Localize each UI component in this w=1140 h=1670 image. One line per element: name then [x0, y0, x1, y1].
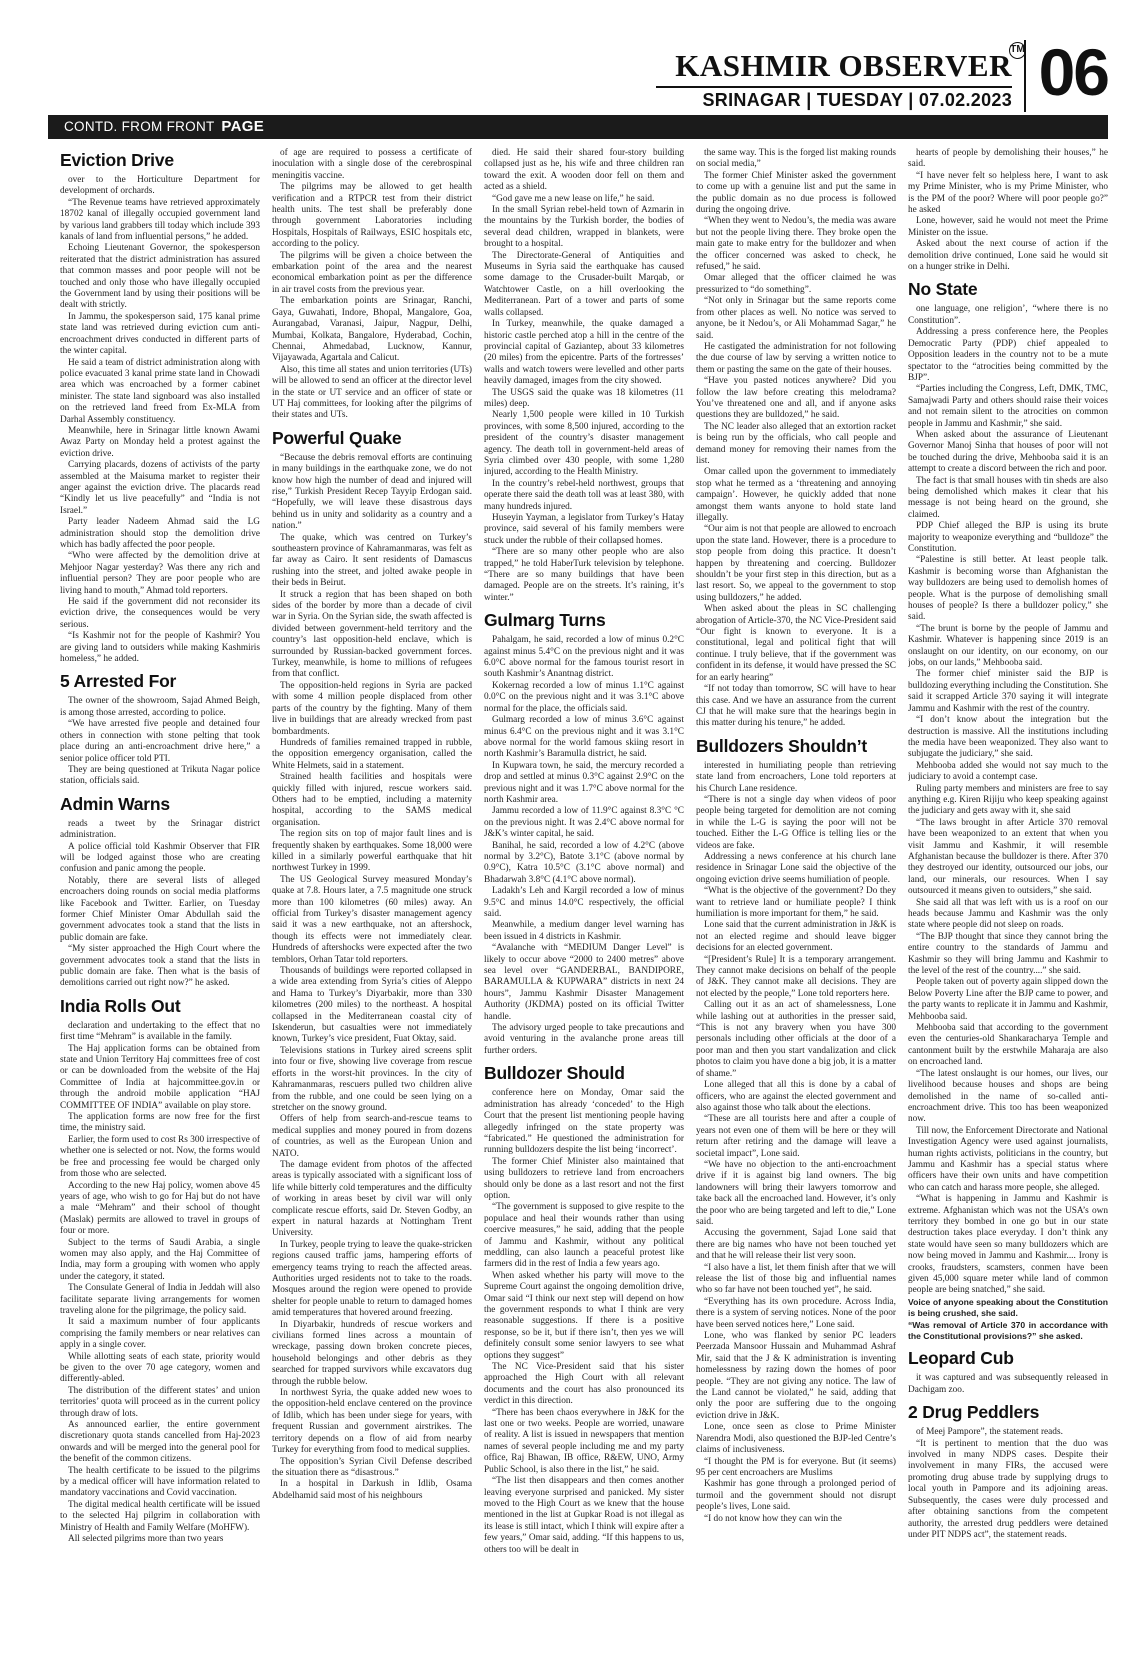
story — [484, 148, 684, 604]
story-paragraph: Mehbooba added she would not say much to the judiciary to avoid a contempt case. — [908, 760, 1108, 783]
story-paragraph: Subject to the terms of Saudi Arabia, a single women may also apply, and the Haj Committee of India, may form a grouping with women who apply under the category, it stated. — [60, 1237, 260, 1282]
text-column — [60, 148, 260, 1648]
story-paragraph: “Because the debris removal efforts are continuing in many buildings in the earthquake zone, we do not know how high the number of dead and injured will rise,” Turkish President Recep Tayyip Erdogan said. “Hopefully, we will leave these disastrous days behind us in unity and solidarity as a country and a nation.” — [272, 452, 472, 532]
story-paragraph: As announced earlier, the entire government discretionary quota stands cancelled from Haj-2023 onwards and will be merged into the general pool for the benefit of the common citizens. — [60, 1420, 260, 1465]
story-paragraph: Gulmarg recorded a low of minus 3.6°C against minus 6.4°C on the previous night and it was 3.1°C above normal for the world famous skiing resort in north Kashmir’s Baramulla district, he said. — [484, 715, 684, 760]
story-paragraph: “I have never felt so helpless here, I want to ask my Prime Minister, who is my Prime Minister, who is the PM of the poor? Where will poor people go?” he asked — [908, 170, 1108, 216]
story-paragraph: The advisory urged people to take precautions and avoid venturing in the avalanche prone areas till further orders. — [484, 1023, 684, 1056]
story-paragraph: When asked about the pleas in SC challenging abrogation of Article-370, the NC Vice-President said “Our fight is known to everyone. It is a constitutional, legal and political fight that will continue. I truly believe, that if the government was confident in its defense, it would have pressed the SC for an early hearing” — [696, 604, 896, 683]
story-paragraph: Omar alleged that the officer claimed he was pressurized to “do something”. — [696, 273, 896, 295]
story-paragraph: “There are so many other people who are also trapped,” he told HaberTurk television by telephone. “There are so many buildings that have been damaged. People are on the streets. It’s raining, it’s winter.” — [484, 547, 684, 603]
story-paragraph: The application forms are now free for the first time, the ministry said. — [60, 1112, 260, 1134]
story-paragraph: Lone, once seen as close to Prime Minister Narendra Modi, also questioned the BJP-led Centre’s claims of inclusiveness. — [696, 1422, 896, 1456]
story-paragraph: The pilgrims may be allowed to get health verification and a RTPCR test from their district health units. The test shall be preferably done through government Laboratories including Hospitals, Hospitals of Railways, ESIC hospitals etc, according to the policy. — [272, 182, 472, 250]
story-paragraph: “There has been chaos everywhere in J&K for the last one or two weeks. People are worried, unaware of reality. A list is issued in newspapers that mention names of several people including me and my party office, Raj Bhawan, IB office, R&EW, UNO, Army Public School, is also there in the list,” he said. — [484, 1407, 684, 1475]
story-paragraph: Notably, there are several lists of alleged encroachers doing rounds on social media platforms like Facebook and Twitter. Earlier, on Tuesday former Chief Minister Omar Abdullah said the government advocates took a stand that the lists in public domain are fake. — [60, 875, 260, 943]
story-paragraph: of Meej Pampore”, the statement reads. — [916, 1427, 1063, 1438]
story-paragraph: “There is not a single day when videos of poor people being targeted for demolition are not coming in while the L-G is saying the poor will not be touched. Either the L-G Office is telling lies or the videos are fake. — [696, 794, 896, 851]
story-paragraph: The embarkation points are Srinagar, Ranchi, Gaya, Guwahati, Indore, Bhopal, Mangalore, Goa, Aurangabad, Varanasi, Jaipur, Nagpur, Delhi, Mumbai, Kolkata, Bangalore, Hyderabad, Cochin, Chennai, Ahmedabad, Lucknow, Kannur, Vijayawada, Agartala and Calicut. — [272, 296, 472, 364]
story-paragraph: died. He said their shared four-story building collapsed just as he, his wife and three children ran toward the exit. A wooden door fell on them and acted as a shield. — [484, 148, 684, 193]
story-paragraph: The US Geological Survey measured Monday’s quake at 7.8. Hours later, a 7.5 magnitude one struck more than 100 kilometres (60 miles) away. An official from Turkey’s disaster management agency said it was a new earthquake, not an aftershock, though its effects were not immediately clear. Hundreds of aftershocks were expected after the two temblors, Orhan Tatar told reporters. — [272, 874, 472, 965]
story-paragraph: The former Chief Minister asked the government to come up with a genuine list and put the same in the public domain as no due process is followed during the ongoing drive. — [696, 170, 896, 216]
story-paragraph: It said a maximum number of four applicants comprising the family members or near relatives can apply in a single cover. — [60, 1317, 260, 1351]
story-paragraph: In the country’s rebel-held northwest, groups that operate there said the death toll was at least 380, with many hundreds injured. — [484, 478, 684, 512]
story-paragraph: The Haj application forms can be obtained from state and Union Territory Haj committees free of cost or can be downloaded from the website of the Haj Committee of India at hajcommittee.gov.in or through the android mobile application “HAJ COMMITTEE OF INDIA” available on play store. — [60, 1043, 260, 1111]
story-headline: Bulldozers Shouldn’t — [696, 735, 867, 756]
text-column — [272, 148, 472, 1648]
story-paragraph: Offers of help from search-and-rescue teams to medical supplies and money poured in from dozens of countries, as well as the European Union and NATO. — [272, 1114, 472, 1159]
story-paragraph: Mehbooba said that according to the government even the centuries-old Shankaracharya Temple and cantonment built by the erstwhile Maharaja are also on encroached land. — [908, 1023, 1108, 1068]
story — [908, 148, 1108, 273]
story-paragraph: declaration and undertaking to the effect that no first time “Mehram” is available in the family. — [60, 1020, 260, 1043]
story-headline: Eviction Drive — [60, 150, 174, 170]
story-paragraph: hearts of people by demolishing their houses,” he said. — [908, 148, 1108, 170]
story-paragraph: She said all that was left with us is a roof on our heads because Jammu and Kashmir was the only state where people did not sleep on roads. — [908, 897, 1108, 931]
story-paragraph: “We have arrested five people and detained four others in connection with stone pelting that took place during an anti-encroachment drive here,” a senior police officer told PTI. — [60, 719, 260, 764]
section-label — [64, 118, 264, 135]
story-paragraph: “Is Kashmir not for the people of Kashmir? You are giving land to outsiders while making Kashmiris homeless,” he added. — [60, 631, 260, 665]
story-paragraph: Hundreds of families remained trapped in rubble, the opposition emergency organisation, called the White Helmets, said in a statement. — [272, 737, 472, 771]
story-paragraph: over to the Horticulture Department for development of orchards. — [60, 175, 260, 197]
story-paragraph: The NC Vice-President said that his sister approached the High Court with all relevant documents and the court has also pronounced its verdict in this direction. — [484, 1362, 684, 1407]
trademark-mark: TM — [1009, 42, 1026, 59]
story-paragraph: Till now, the Enforcement Directorate and National Investigation Agency were used against journalists, human rights activists, politicians in the country, but Jammu and Kashmir has a special status where officers have their own units and have competition who can catch and harass more people, she alleged. — [908, 1125, 1108, 1193]
story-paragraph: Thousands of buildings were reported collapsed in a wide area extending from Syria’s cities of Aleppo and Hama to Turkey’s Diyarbakir, more than 330 kilometres (200 miles) to the northeast. A hospital collapsed in the Mediterranean coastal city of Iskenderun, but casualties were not immediately known, Turkey’s vice president, Fuat Oktay, said. — [272, 966, 472, 1045]
story-paragraph: Banihal, he said, recorded a low of 4.2°C (above normal by 3.2°C), Batote 3.1°C (above normal by 0.9°C), Katra 10.5°C (3.1°C above normal) and Bhadarwah 3.8°C (4.1°C above normal). — [484, 840, 684, 885]
story-paragraph: “Parties including the Congress, Left, DMK, TMC, Samajwadi Party and others should raise their voices and not remain silent to the atrocities on common people in Jammu and Kashmir,” she said. — [908, 384, 1108, 429]
story-paragraph: Lone, however, said he would not meet the Prime Minister on the issue. — [908, 216, 1108, 238]
story-paragraph: The Directorate-General of Antiquities and Museums in Syria said the earthquake has caused some damage to the Crusader-built Marqab, or Watchtower Castle, on a hill overlooking the Mediterranean. Part of a tower and parts of some walls collapsed. — [484, 250, 684, 318]
page-number: 06 — [1038, 35, 1108, 109]
story-paragraph: “The government is supposed to give respite to the populace and heal their wounds rather than using coercive measures,” he said, adding that the people of Jammu and Kashmir, without any political meddling, can also launch a peaceful protest like farmers did in the rest of India a few years ago. — [484, 1202, 684, 1270]
story-paragraph: Pahalgam, he said, recorded a low of minus 0.2°C against minus 5.4°C on the previous night and it was 6.0°C above normal for the famous tourist resort in south Kashmir’s Anantnag district. — [484, 635, 684, 680]
story-paragraph: It struck a region that has been shaped on both sides of the border by more than a decade of civil war in Syria. On the Syrian side, the swath affected is divided between government-held territory and the country’s last opposition-held enclave, which is surrounded by Russian-backed government forces. Turkey, meanwhile, is home to millions of refugees from that conflict. — [272, 589, 472, 680]
story-paragraph: The damage evident from photos of the affected areas is typically associated with a significant loss of life while bitterly cold temperatures and the difficulty of working in areas beset by civil war will only complicate rescue efforts, said Dr. Steven Godby, an expert in natural hazards at Nottingham Trent University. — [272, 1159, 472, 1239]
story-headline: Powerful Quake — [272, 427, 402, 448]
story-paragraph: In Diyarbakir, hundreds of rescue workers and civilians formed lines across a mountain of wreckage, passing down broken concrete pieces, household belongings and other debris as they searched for trapped survivors while excavators dug through the rubble below. — [272, 1319, 472, 1387]
story-paragraph: “I do not know how they can win the — [704, 1513, 842, 1524]
story-paragraph: one language, one religion’, “where there is no Constitution”. — [908, 304, 1108, 326]
story-paragraph: “[President’s Rule] It is a temporary arrangement. They cannot make decisions on behalf of the people of J&K. They cannot make all decisions. They are not elected by the people,” Lone told reporters here. — [696, 954, 896, 999]
story-paragraph: Lone alleged that all this is done by a cabal of officers, who are against the elected government and also against those who talk about the elections. — [696, 1080, 896, 1113]
story-paragraph: The NC leader also alleged that an extortion racket is being run by the officials, who call people and demand money for removing their names from the list. — [696, 421, 896, 466]
story-headline: Leopard Cub — [908, 1348, 1014, 1369]
story-paragraph: “What is the objective of the government? Do they want to retrieve land or humiliate people? I think humiliation is more important for them,” he said. — [696, 886, 896, 919]
story-paragraph: In Kupwara town, he said, the mercury recorded a drop and settled at minus 0.3°C against 2.9°C on the previous night and it was 1.7°C above normal for the north Kashmir area. — [484, 760, 684, 805]
story-paragraph: Addressing a news conference at his church lane residence in Srinagar Lone said the objective of the ongoing eviction drive seems humiliation of people. — [696, 851, 896, 885]
story-paragraph: “The list then disappears and then comes another leaving everyone surprised and panicked. My sister moved to the High Court as we knew that the house mentioned in the list at Gupkar Road is not illegal as its lease is still intact, which I think will expire after a few years,” Omar said, adding. “If this happens to us, others too will be dealt in — [484, 1476, 684, 1555]
story — [908, 279, 1108, 1342]
masthead-divider — [1024, 40, 1026, 112]
text-column — [696, 148, 896, 1648]
section-prefix: CONTD. FROM FRONT — [64, 119, 215, 134]
story-paragraph: “I also have a list, let them finish after that we will release the list of those big and influential names who so far have not been touched yet”, he said. — [696, 1262, 896, 1296]
story-paragraph: Also, this time all states and union territories (UTs) will be allowed to send an officer at the director level in the state or UT service and an officer of state or UT Haj committees, for looking after the pilgrims of their states and UTs. — [272, 364, 472, 421]
story-paragraph: Carrying placards, dozens of activists of the party assembled at the Maisuma market to register their anger against the eviction drive. The placards read “Kindly let us live peacefully” and “India is not Israel.” — [60, 460, 260, 516]
story-paragraph: People taken out of poverty again slipped down the Below Poverty Line after the BJP came to power, and the party wants to replicate it in Jammu and Kashmir, Mehbooba said. — [908, 977, 1108, 1022]
story-paragraph: Kashmir has gone through a prolonged period of turmoil and the government should not disrupt people’s lives, Lone said. — [696, 1479, 896, 1513]
story-paragraph: Meanwhile, here in Srinagar little known Awami Awaz Party on Monday held a protest against the eviction drive. — [60, 425, 260, 459]
story-paragraph: “God gave me a new lease on life,” he said. — [492, 193, 655, 204]
story-paragraph: When asked about the assurance of Lieutenant Governor Manoj Sinha that houses of poor will not be touched during the drive, Mehbooba said it is an attempt to create a discord between the rich and poor. — [908, 429, 1108, 475]
story-paragraph: Earlier, the form used to cost Rs 300 irrespective of whether one is selected or not. Now, the forms would be free and processing fee would be charged only from those who are selected. — [60, 1134, 260, 1180]
story-bold-paragraph: “Was removal of Article 370 in accordance with the Constitutional provisions?” she asked. — [908, 1319, 1108, 1342]
newspaper-title: KASHMIR OBSERVER — [675, 48, 1012, 83]
story — [484, 1063, 684, 1556]
story-paragraph: PDP Chief alleged the BJP is using its brute majority to weaponize everything and “bulldoze” the Constitution. — [908, 521, 1108, 554]
story-paragraph: In Turkey, meanwhile, the quake damaged a historic castle perched atop a hill in the centre of the provincial capital of Gaziantep, about 33 kilometres (20 miles) from the epicentre. Parts of the fortresses’ walls and watch towers were levelled and other parts heavily damaged, images from the city showed. — [484, 319, 684, 387]
masthead-rule — [656, 86, 1012, 88]
story-paragraph: “These are all tourists here and after a couple of years not even one of them will be here or they will return after retiring and the damage will leave a societal impact”, Lone said. — [696, 1114, 896, 1159]
story-paragraph: They are being questioned at Trikuta Nagar police station, officials said. — [60, 764, 260, 787]
story — [484, 610, 684, 1057]
story — [60, 671, 260, 787]
story-paragraph: Lone said that the current administration in J&K is not an elected regime and should leave bigger decisions for an elected government. — [696, 920, 896, 954]
story-headline: No State — [908, 279, 978, 300]
story-paragraph: “It is pertinent to mention that the duo was involved in many NDPS cases. Despite their involvement in many FIRs, the accused were promoting drug abuse trade by supplying drugs to local youth in Pampore and its adjoining areas. Subsequently, the cases were duly processed and after obtaining sanctions from the competent authority, the arrested drug peddlers were detained under PIT NDPS act”, the statement reads. — [908, 1438, 1108, 1540]
story — [908, 1348, 1108, 1396]
story — [696, 148, 896, 730]
story-paragraph: Nearly 1,500 people were killed in 10 Turkish provinces, with some 8,500 injured, according to the president of the country’s disaster management agency. The death toll in government-held areas of Syria climbed over 430 people, with some 1,280 injured, according to the Health Ministry. — [484, 410, 684, 478]
story — [272, 428, 472, 1502]
story-paragraph: The former chief minister said the BJP is bulldozing everything including the Constitution. She said it scrapped Article 370 saying it will integrate Jammu and Kashmir with the rest of the country. — [908, 669, 1108, 714]
story-paragraph: Party leader Nadeem Ahmad said the LG administration should stop the demolition drive which has badly affected the poor people. — [60, 517, 260, 550]
story-headline: Bulldozer Should — [484, 1063, 625, 1084]
story-headline: Admin Warns — [60, 793, 170, 814]
story — [272, 148, 472, 422]
story-paragraph: The Consulate General of India in Jeddah will also facilitate separate living arrangements for women traveling alone for the pilgrimage, the policy said. — [60, 1283, 260, 1316]
story-paragraph: the same way. This is the forged list making rounds on social media,” — [696, 148, 896, 170]
story-paragraph: The opposition’s Syrian Civil Defense described the situation there as “disastrous.” — [272, 1456, 472, 1478]
story-paragraph: In the small Syrian rebel-held town of Azmarin in the mountains by the Turkish border, the bodies of several dead children, wrapped in blankets, were brought to a hospital. — [484, 205, 684, 250]
story-paragraph: In Turkey, people trying to leave the quake-stricken regions caused traffic jams, hampering efforts of emergency teams trying to reach the affected areas. Authorities urged residents not to take to the roads. Mosques around the region were opened to provide shelter for people unable to return to damaged homes amid temperatures that hovered around freezing. — [272, 1239, 472, 1319]
story-paragraph: “Our aim is not that people are allowed to encroach upon the state land. However, there is a procedure to stop people from doing this practice. It doesn’t happen by threatening and coercing. Bulldozer shouldn’t be your first step in this direction, but as a last resort. So, we appeal to the government to stop using bulldozers,” he added. — [696, 524, 896, 603]
story-paragraph: interested in humiliating people than retrieving state land from encroachers, Lone told reporters at his Church Lane residence. — [696, 760, 896, 794]
story-paragraph: The region sits on top of major fault lines and is frequently shaken by earthquakes. Some 18,000 were killed in a similarly powerful earthquake that hit northwest Turkey in 1999. — [272, 829, 472, 874]
story-paragraph: Addressing a press conference here, the Peoples Democratic Party (PDP) chief appealed to Opposition leaders in the country not to be a mute spectator to the “atrocities being committed by the BJP”. — [908, 327, 1108, 383]
story-paragraph: A police official told Kashmir Observer that FIR will be lodged against those who are creating confusion and panic among the people. — [60, 841, 260, 875]
story-paragraph: Ruling party members and ministers are free to say anything e.g. Kiren Rijiju who keep speaking against the judiciary and gets away with it, she said — [908, 783, 1108, 817]
story-headline: 5 Arrested For — [60, 671, 177, 692]
story-paragraph: Kokernag recorded a low of minus 1.1°C against 0.0°C on the previous night and it was 3.1°C above normal for the place, the officials said. — [484, 680, 684, 714]
text-column — [484, 148, 684, 1648]
story-paragraph: Calling out it as an act of shamelessness, Lone while lashing out at authorities in the presser said, “This is not any bravery when you have 300 personals including other officials at the door of a poor man and then you start vandalization and click photos to claim you have done a big job, it is a matter of shame.” — [696, 1000, 896, 1079]
story-paragraph: The distribution of the different states’ and union territories’ quota will proceed as in the current policy through draw of lots. — [60, 1385, 260, 1419]
story-paragraph: In northwest Syria, the quake added new woes to the opposition-held enclave centered on the province of Idlib, which has been under siege for years, with frequent Russian and government airstrikes. The territory depends on a flow of aid from nearby Turkey for everything from food to medical supplies. — [272, 1388, 472, 1456]
story-paragraph: reads a tweet by the Srinagar district administration. — [60, 818, 260, 841]
story-paragraph: In Jammu, the spokesperson said, 175 kanal prime state land was retrieved during eviction cum anti- encroachment drives conducted in different parts of the winter capital. — [60, 311, 260, 357]
story-paragraph: Meanwhile, a medium danger level warning has been issued in 4 districts in Kashmir. — [484, 920, 684, 942]
story-paragraph: “The brunt is borne by the people of Jammu and Kashmir. Whatever is happening since 2019 is an onslaught on our identity, on our economy, on our jobs, on our lands,” Mehbooba said. — [908, 623, 1108, 669]
story-paragraph: it was captured and was subsequently released in Dachigam zoo. — [908, 1373, 1108, 1395]
story-paragraph: “The BJP thought that since they cannot bring the entire country to the standards of Jammu and Kashmir so they will bring Jammu and Kashmir to the level of the rest of the country....” she said. — [908, 931, 1108, 977]
story-paragraph: All selected pilgrims more than two years — [68, 1534, 224, 1545]
story-paragraph: “The latest onslaught is our homes, our lives, our livelihood because houses and shops are being demolished in the name of so-called anti-encroachment drive. This too has been weaponized now. — [908, 1068, 1108, 1125]
story-paragraph: “I don’t know about the integration but the destruction is massive. All the institutions including the media have been weaponized. They also want to subjugate the judiciary,” she said. — [908, 715, 1108, 760]
story-paragraph: “I thought the PM is for everyone. But (it seems) 95 per cent encroachers are Muslims — [696, 1456, 896, 1478]
story — [60, 150, 260, 665]
story-paragraph: “What is happening in Jammu and Kashmir is extreme. Afghanistan which was not the USA’s own territory they bombed in one go but in our state destruction takes place everyday. I don’t think any state would have seen so many bulldozers which are now being moved in Jammu and Kashmir.... Irony is crooks, fraudsters, scamsters, conmen have been given 45,000 square meter while land of common people are being snatched,” she said. — [908, 1194, 1108, 1296]
story-paragraph: conference here on Monday, Omar said the administration has already ‘conceded’ to the High Court that the present list mentioning people having allegedly infringed on the state property was “fabricated.” He questioned the administration for running bulldozers despite the list being ‘incorrect’. — [484, 1088, 684, 1156]
story-paragraph: “We have no objection to the anti-encroachment drive if it is against big land owners. The big landowners will bring their lawyers tomorrow and take back all the encroached land. However, it’s only the poor who are being targeted and left to die,” Lone said. — [696, 1159, 896, 1227]
story-headline: 2 Drug Peddlers — [908, 1402, 1040, 1423]
story-paragraph: “The laws brought in after Article 370 removal have been weaponized to an extent that when you visit Jammu and Kashmir, it will resemble Afghanistan because the bulldozer is there. After 370 they destroyed our identity, outsourced our jobs, our land, our minerals, our resources. When I say outsourced it means given to outsiders,” she said. — [908, 817, 1108, 897]
story-paragraph: When asked whether his party will move to the Supreme Court against the ongoing demolition drive, Omar said “I think our next step will depend on how the government responds to what I think are very reasonable suggestions. If there is a positive response, so be it, but if there isn’t, then yes we will definitely consult some senior lawyers to see what options they suggest” — [484, 1270, 684, 1361]
section-bar — [48, 115, 1108, 139]
story-paragraph: According to the new Haj policy, women above 45 years of age, who wish to go for Haj but do not have a male “Mehram” and their school of thought (Maslak) permits are allowed to travel in groups of four or more. — [60, 1180, 260, 1237]
story-paragraph: “My sister approached the High Court where the government advocates took a stand that the lists in public domain are fake. Then what is the basis of demolitions carried out right now?” he asked. — [60, 944, 260, 989]
story-paragraph: Echoing Lieutenant Governor, the spokesperson reiterated that the district administration has assured that common masses and poor people will not be touched and only those who have illegally occupied the Government land by using their positions will be dealt with strictly. — [60, 243, 260, 311]
story-paragraph: “Not only in Srinagar but the same reports come from other places as well. No notice was served to anyone, be it Nedou’s, or Ali Mohammad Sagar,” he said. — [696, 296, 896, 341]
story-paragraph: Accusing the government, Sajad Lone said that there are big names who have not been touched yet and that he will release their list very soon. — [696, 1228, 896, 1262]
story-paragraph: The fact is that small houses with tin sheds are also being demolished which makes it clear that his message is not being heard on the ground, she claimed. — [908, 475, 1108, 520]
story-headline: India Rolls Out — [60, 995, 181, 1016]
story — [696, 736, 896, 1525]
story-paragraph: In a hospital in Darkush in Idlib, Osama Abdelhamid said most of his neighbours — [272, 1479, 472, 1501]
story-paragraph: The quake, which was centred on Turkey’s southeastern province of Kahramanmaras, was felt as far away as Cairo. It sent residents of Damascus rushing into the street, and jolted awake people in their beds in Beirut. — [272, 532, 472, 589]
story — [908, 1402, 1108, 1541]
story-paragraph: Lone, who was flanked by senior PC leaders Peerzada Mansoor Hussain and Muhammad Ashraf Mir, said that the J & K administration is inventing homelessness by razing down the homes of poor people. “They are not giving any notice. The law of the Land cannot be violated,” he said, adding that only the poor are suffering due to the ongoing eviction drive in J&K. — [696, 1331, 896, 1421]
story-paragraph: Strained health facilities and hospitals were quickly filled with injured, rescue workers said. Others had to be emptied, including a maternity hospital, according to the SAMS medical organisation. — [272, 772, 472, 828]
story-paragraph: “The Revenue teams have retrieved approximately 18702 kanal of illegally occupied government land by various land grabbers till today which include 393 kanals of land from influential persons,” he added. — [60, 197, 260, 243]
story-paragraph: He said if the government did not reconsider its eviction drive, the consequences would be very serious. — [60, 597, 260, 630]
story-paragraph: “When they went to Nedou’s, the media was aware but not the people living there. They broke open the main gate to make entry for the bulldozer and when the officer concerned was asked to check, he refused,” he said. — [696, 216, 896, 273]
story-paragraph: He said a team of district administration along with police evacuated 3 kanal prime state land in Chowadi area which was encroached by a former cabinet minister. The state land signboard was also installed on the retrieved land freed from Ex-MLA from Darhal Assembly constituency. — [60, 357, 260, 425]
story-paragraph: “If not today than tomorrow, SC will have to hear this case. And we have an assurance from the current CJ that he will make sure that the hearings begin in this matter during his tenure,” he added. — [696, 684, 896, 729]
story-paragraph: The digital medical health certificate will be issued to the selected Haj pilgrim in collaboration with Ministry of Health and Family Welfare (MoHFW). — [60, 1499, 260, 1533]
story-bold-paragraph: Voice of anyone speaking about the Constitution is being crushed, she said. — [908, 1296, 1108, 1319]
story-paragraph: Huseyin Yayman, a legislator from Turkey’s Hatay province, said several of his family members were stuck under the rubble of their collapsed homes. — [484, 513, 684, 546]
story-paragraph: The former Chief Minister also maintained that using bulldozers to retrieve land from encroachers should only be done as a last resort and not the first option. — [484, 1156, 684, 1201]
story-paragraph: The USGS said the quake was 18 kilometres (11 miles) deep. — [484, 387, 684, 409]
story-paragraph: While allotting seats of each state, priority would be given to the over 70 age category, women and differently-abled. — [60, 1351, 260, 1385]
story-paragraph: The pilgrims will be given a choice between the embarkation point of the area and the nearest economical embarkation point as per the difference in air travel costs from the previous year. — [272, 250, 472, 295]
text-column — [908, 148, 1108, 1648]
story-paragraph: Jammu recorded a low of 11.9°C against 8.3°C °C on the previous night. It was 2.4°C above normal for J&K’s winter capital, he said. — [484, 806, 684, 840]
masthead — [648, 36, 1108, 108]
story-paragraph: Ladakh’s Leh and Kargil recorded a low of minus 9.5°C and minus 14.0°C respectively, the official said. — [484, 886, 684, 919]
story-headline: Gulmarg Turns — [484, 610, 606, 631]
story-paragraph: The opposition-held regions in Syria are packed with some 4 million people displaced from other parts of the country by the fighting. Many of them live in buildings that are already wrecked from past bombardments. — [272, 680, 472, 737]
article-columns — [60, 148, 1108, 1648]
section-label-bold: PAGE — [221, 118, 265, 135]
story-paragraph: “Who were affected by the demolition drive at Mehjoor Nagar yesterday? Was there any rich and influential person? They are poor people who are living hand to mouth,” Ahmad told reporters. — [60, 551, 260, 596]
story-paragraph: The health certificate to be issued to the pilgrims by a medical officer will have information related to mandatory vaccinations and Covid vaccination. — [60, 1465, 260, 1499]
story-paragraph: Televisions stations in Turkey aired screens split into four or five, showing live coverage from rescue efforts in the worst-hit provinces. In the city of Kahramanmaras, rescuers pulled two children alive from the rubble, and one could be seen lying on a stretcher on the snowy ground. — [272, 1045, 472, 1113]
story-paragraph: He castigated the administration for not following the due course of law by serving a written notice to them or pasting the same on the gate of their houses. — [696, 341, 896, 375]
story-paragraph: of age are required to possess a certificate of inoculation with a single dose of the cerebrospinal meningitis vaccine. — [272, 148, 472, 181]
story-paragraph: “Avalanche with “MEDIUM Danger Level” is likely to occur above “2000 to 2400 metres” above sea level over “GANDERBAL, BANDIPORE, BARAMULLA & KUPWARA” districts in next 24 hours”, Jammu Kashmir Disaster Management Authority (JKDMA) posted on its official Twitter handle. — [484, 943, 684, 1022]
story — [60, 794, 260, 990]
dateline: SRINAGAR | TUESDAY | 07.02.2023 — [702, 90, 1012, 110]
story-paragraph: “Palestine is still better. At least people talk. Kashmir is becoming worse than Afghanistan the way bulldozers are being used to demolish homes of people. What is the purpose of demolishing small houses of people? Is there a bulldozer policy,” she said. — [908, 555, 1108, 623]
story-paragraph: Omar called upon the government to immediately stop what he termed as a ‘threatening and annoying campaign’. However, he quickly added that none amongst them wants anyone to hold state land illegally. — [696, 467, 896, 523]
story-paragraph: Asked about the next course of action if the demolition drive continued, Lone said he would sit on a hunger strike in Delhi. — [908, 239, 1108, 273]
story-paragraph: “Have you pasted notices anywhere? Did you follow the law before creating this melodrama? You’ve threatened one and all, and if anyone asks questions they are bulldozed,” he said. — [696, 376, 896, 421]
story-paragraph: “Everything has its own procedure. Across India, there is a system of serving notices. None of the poor have been served notices here,” Lone said. — [696, 1296, 896, 1330]
story — [60, 996, 260, 1546]
story-paragraph: The owner of the showroom, Sajad Ahmed Beigh, is among those arrested, according to police. — [60, 696, 260, 718]
